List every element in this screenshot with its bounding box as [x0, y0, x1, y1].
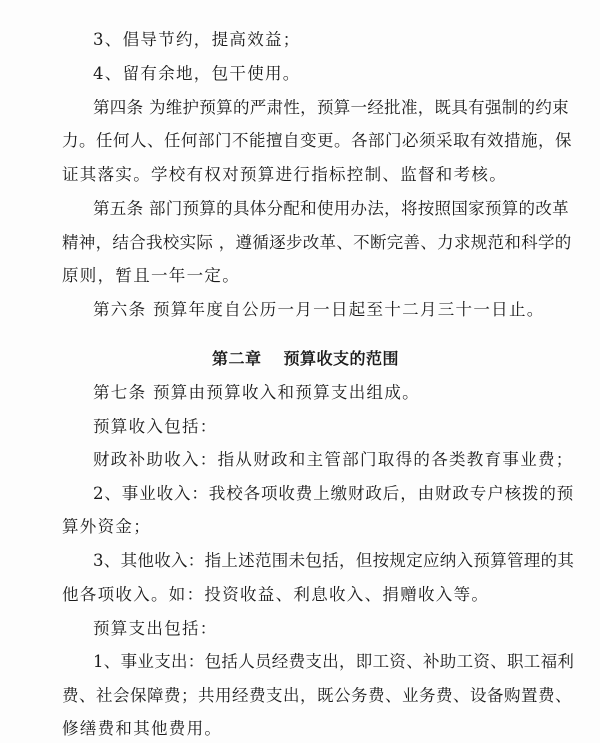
- chapter-heading: [212, 346, 399, 369]
- text-line: 原则，暂且一年一定。: [62, 266, 240, 286]
- article-5-line: 第五条 部门预算的具体分配和使用办法，将按照国家预算的改革: [93, 198, 569, 218]
- chapter-title: 预算收支的范围: [283, 349, 400, 369]
- text-line: 3、其他收入：指上述范围未包括，但按规定应纳入预算管理的其: [93, 551, 575, 571]
- text-line: 算外资金；: [62, 516, 151, 536]
- text-line: 修缮费和其他费用。: [62, 719, 223, 738]
- text-line: 预算收入包括：: [93, 416, 218, 436]
- article-4-line: 第四条 为维护预算的严肃性，预算一经批准，既具有强制的约束: [93, 97, 569, 117]
- text-line: 精神，结合我校实际 ，遵循逐步改革、不断完善、力求规范和科学的: [62, 232, 572, 252]
- text-line: 力。任何人、任何部门不能擅自变更。各部门必须采取有效措施，保: [62, 131, 572, 150]
- chapter-number: 第二章: [212, 349, 262, 369]
- text-line: 他各项收入。如：投资收益、利息收入、捐赠收入等。: [62, 584, 490, 604]
- article-7-line: 第七条 预算由预算收入和预算支出组成。: [93, 382, 420, 402]
- article-6-line: 第六条 预算年度自公历一月一日起至十二月三十一日止。: [93, 299, 545, 319]
- text-line: 财政补助收入：指从财政和主管部门取得的各类教育事业费；: [93, 450, 574, 470]
- text-line: 3、倡导节约，提高效益；: [93, 30, 301, 49]
- text-line: 证其落实。学校有权对预算进行指标控制、监督和考核。: [62, 165, 507, 185]
- text-line: 2、事业收入：我校各项收费上缴财政后，由财政专户核拨的预: [93, 483, 575, 503]
- text-line: 费、社会保障费；共用经费支出，既公务费、业务费、设备购置费、: [62, 685, 572, 705]
- text-line: 4、留有余地，包干使用。: [93, 64, 301, 84]
- text-line: 1、事业支出：包括人员经费支出，即工资、补助工资、职工福利: [93, 652, 575, 672]
- text-line: 预算支出包括：: [93, 618, 218, 638]
